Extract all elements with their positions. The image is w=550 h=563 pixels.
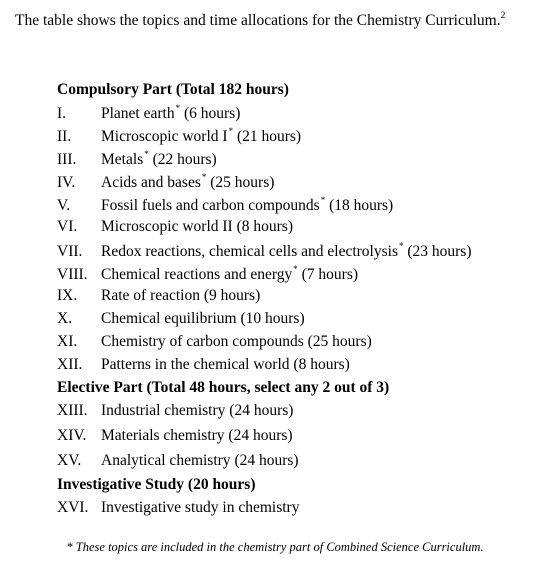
intro-text: The table shows the topics and time allocations for the Chemistry Curriculum. [15,12,501,29]
topic-number: V. [57,197,71,214]
topic-row [57,103,240,123]
footnote-reference: 2 [500,11,506,21]
topic-name: Microscopic world I [101,128,228,145]
footnote: * These topics are included in the chemistry part of Combined Science Curriculum. [66,540,484,554]
asterisk-marker: * [175,103,181,113]
topic-row [57,126,301,146]
topic-name: Chemical reactions and energy [101,266,293,283]
topic-name: Metals [101,151,144,168]
topic-row [57,427,293,445]
topic-hours: (24 hours) [224,427,293,444]
topic-hours: (9 hours) [199,287,261,304]
section-heading: Elective Part (Total 48 hours, select any 2 out of 3) [57,379,390,396]
intro-sentence [15,11,505,30]
topic-hours: (24 hours) [230,452,299,469]
asterisk-marker: * [144,149,149,159]
topic-number: XIV. [57,427,87,444]
asterisk-marker: * [293,264,298,274]
topic-name: Investigative study in chemistry [101,499,300,516]
topic-row [57,195,393,215]
topic-row [57,356,350,374]
topic-name: Patterns in the chemical world [101,356,290,373]
topic-name: Chemical equilibrium [101,310,237,327]
topic-row [57,287,260,305]
topic-name: Microscopic world II [101,218,233,235]
topic-number: X. [57,310,73,327]
section-heading: Investigative Study (20 hours) [57,476,256,493]
topic-row [57,172,274,192]
asterisk-marker: * [228,126,234,136]
asterisk-marker: * [398,241,404,251]
topic-number: XV. [57,452,82,469]
topic-number: XI. [57,333,78,350]
asterisk-marker: * [201,172,207,182]
topic-number: VI. [57,218,78,235]
topic-hours: (24 hours) [225,402,294,419]
topic-name: Redox reactions, chemical cells and electrolysis [101,243,398,260]
topic-name: Chemistry of carbon compounds [101,333,304,350]
topic-hours: (8 hours) [289,356,350,373]
topic-row [57,218,293,236]
topic-row [57,402,293,420]
topic-hours: (18 hours) [325,197,394,214]
topic-row [57,499,299,517]
topic-number: IX. [57,287,78,304]
topic-number: I. [57,105,67,122]
topic-name: Industrial chemistry [101,402,226,419]
topic-row [57,452,299,470]
topic-name: Analytical chemistry [101,452,231,469]
topic-row [57,264,358,284]
topic-number: II. [57,128,72,145]
topic-number: IV. [57,174,76,191]
topic-name: Materials chemistry [101,427,225,444]
topic-hours: (10 hours) [236,310,305,327]
topic-hours: (25 hours) [303,333,372,350]
topic-number: XVI. [57,499,89,516]
topic-number: VII. [57,243,83,260]
topic-name: Fossil fuels and carbon compounds [101,197,320,214]
topic-number: XII. [57,356,83,373]
topic-number: XIII. [57,402,88,419]
topic-hours: (23 hours) [403,243,472,260]
topic-hours: (6 hours) [180,105,241,122]
topic-row [57,241,472,261]
topic-hours: (8 hours) [232,218,293,235]
section-heading: Compulsory Part (Total 182 hours) [57,81,289,98]
topic-hours: (22 hours) [148,151,217,168]
topic-name: Planet earth [101,105,175,122]
topic-name: Rate of reaction [101,287,200,304]
topic-row [57,333,372,351]
topic-hours: (7 hours) [297,266,359,283]
topic-row [57,310,305,328]
topic-hours: (25 hours) [206,174,275,191]
topic-row [57,149,217,169]
topic-name: Acids and bases [101,174,201,191]
asterisk-marker: * [320,195,326,205]
topic-number: VIII. [57,266,88,283]
topic-number: III. [57,151,77,168]
topic-hours: (21 hours) [233,128,302,145]
